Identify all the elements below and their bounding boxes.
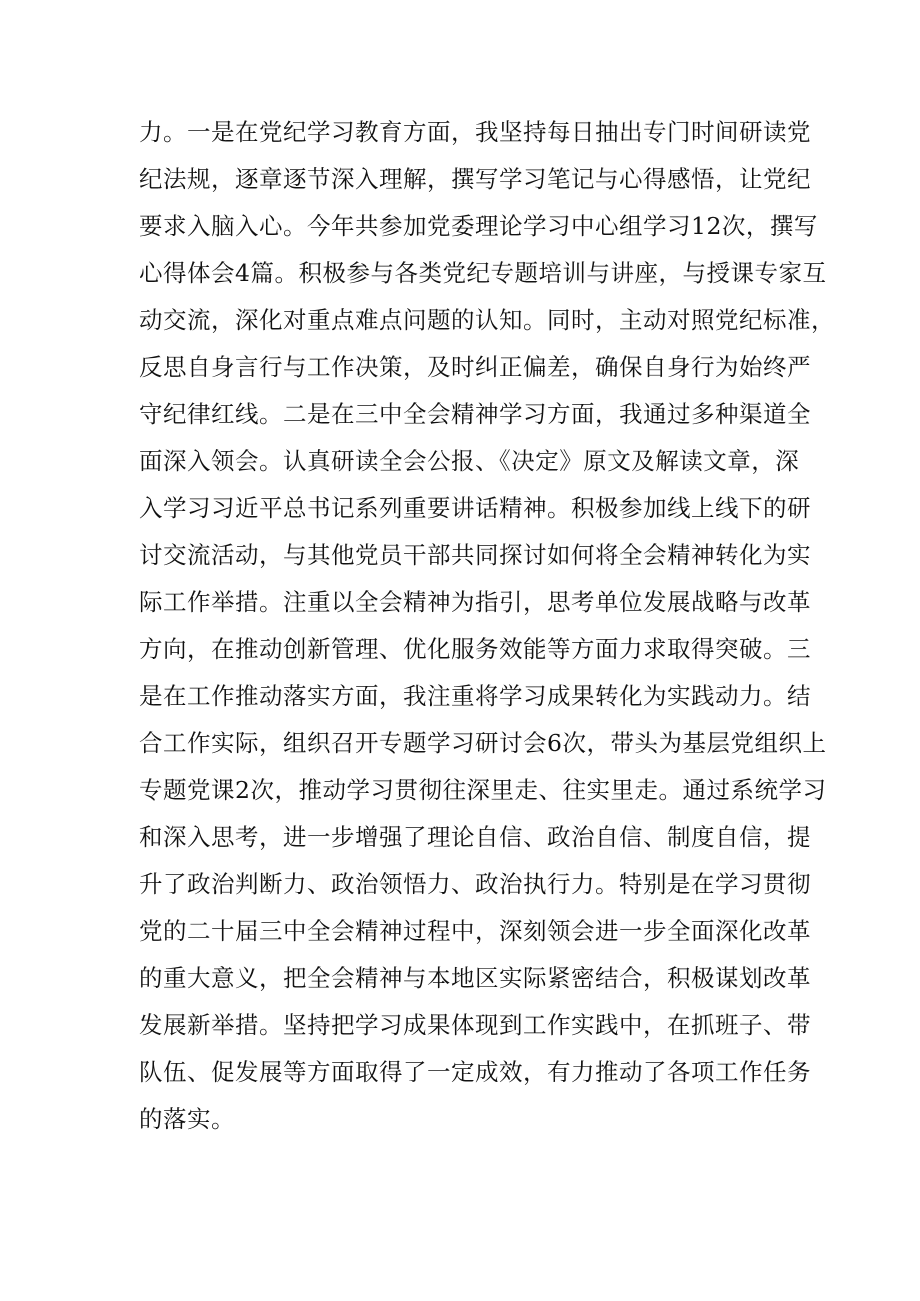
text-line: 是在工作推动落实方面，我注重将学习成果转化为实践动力。结 — [139, 682, 811, 710]
text-line: 队伍、促发展等方面取得了一定成效，有力推动了各项工作任务 — [139, 1058, 811, 1086]
text-line: 和深入思考，进一步增强了理论自信、政治自信、制度自信，提 — [139, 823, 811, 851]
text-line: 守纪律红线。二是在三中全会精神学习方面，我通过多种渠道全 — [139, 400, 811, 428]
text-line: 的重大意义，把全会精神与本地区实际紧密结合，积极谋划改革 — [139, 964, 811, 992]
text-line: 力。一是在党纪学习教育方面，我坚持每日抽出专门时间研读党 — [139, 118, 811, 146]
text-line: 讨交流活动，与其他党员干部共同探讨如何将全会精神转化为实 — [139, 541, 811, 569]
text-line-last: 的落实。 — [139, 1105, 235, 1133]
body-paragraph — [139, 109, 835, 1143]
text-line: 要求入脑入心。今年共参加党委理论学习中心组学习12次，撰写 — [139, 212, 818, 240]
text-line: 纪法规，逐章逐节深入理解，撰写学习笔记与心得感悟，让党纪 — [139, 165, 811, 193]
text-line: 动交流，深化对重点难点问题的认知。同时，主动对照党纪标准， — [139, 306, 835, 334]
text-line: 反思自身言行与工作决策，及时纠正偏差，确保自身行为始终严 — [139, 353, 811, 381]
text-line: 合工作实际，组织召开专题学习研讨会6次，带头为基层党组织上 — [139, 729, 827, 757]
text-line: 心得体会4篇。积极参与各类党纪专题培训与讲座，与授课专家互 — [139, 259, 827, 287]
text-line: 发展新举措。坚持把学习成果体现到工作实践中，在抓班子、带 — [139, 1011, 811, 1039]
text-line: 入学习习近平总书记系列重要讲话精神。积极参加线上线下的研 — [139, 494, 811, 522]
text-line: 党的二十届三中全会精神过程中，深刻领会进一步全面深化改革 — [139, 917, 811, 945]
text-line: 际工作举措。注重以全会精神为指引，思考单位发展战略与改革 — [139, 588, 811, 616]
text-line: 升了政治判断力、政治领悟力、政治执行力。特别是在学习贯彻 — [139, 870, 811, 898]
text-line: 方向，在推动创新管理、优化服务效能等方面力求取得突破。三 — [139, 635, 811, 663]
text-line: 面深入领会。认真研读全会公报、《决定》原文及解读文章，深 — [139, 447, 800, 475]
text-line: 专题党课2次，推动学习贯彻往深里走、往实里走。通过系统学习 — [139, 776, 827, 804]
